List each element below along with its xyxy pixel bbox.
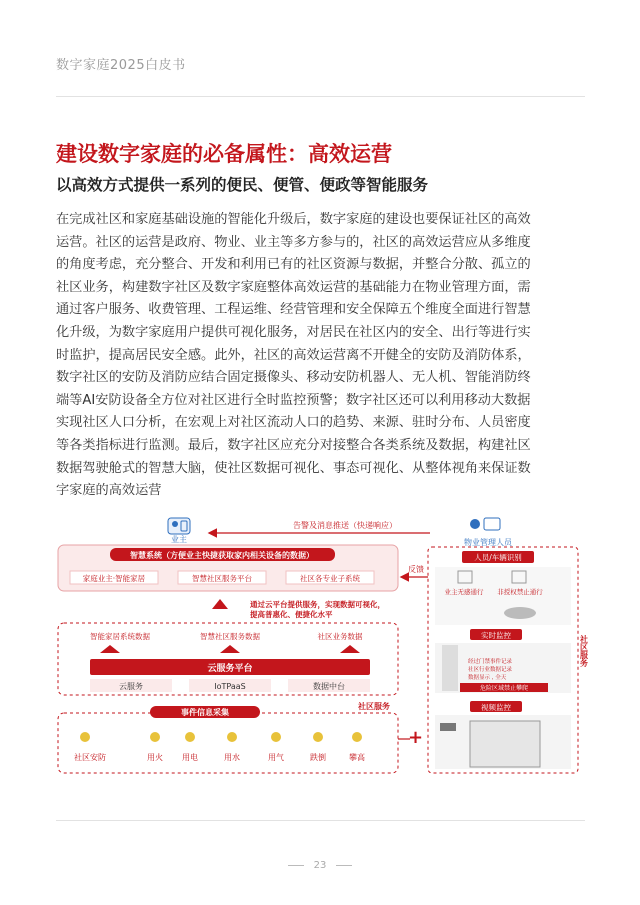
right-vertical-label: 社区服务 xyxy=(579,635,589,667)
up-arrow-icon xyxy=(100,645,120,653)
body-line: 通过客户服务、收费管理、工程运维、经营管理和安全保障五个维度全面进行智慧 xyxy=(56,302,531,318)
fall-icon xyxy=(313,732,323,742)
video-monitor-label: 视频监控 xyxy=(481,703,511,712)
body-line: 实现社区人口分析，在宏观上对社区流动人口的趋势、来源、驻时分布、人员密度 xyxy=(56,415,531,431)
water-icon xyxy=(227,732,237,742)
header-divider xyxy=(56,96,585,97)
realtime-monitor-label: 实时监控 xyxy=(481,631,511,640)
cloud-service-label: 数据中台 xyxy=(313,682,345,691)
section-title: 建设数字家庭的必备属性：高效运营 xyxy=(56,142,392,166)
people-vehicle-area xyxy=(435,567,571,625)
operations-diagram xyxy=(50,515,590,775)
body-line: 在完成社区和家庭基础设施的智能化升级后，数字家庭的建设也要保证社区的高效 xyxy=(56,212,531,227)
smart-module-label: 家庭业主·智能家居 xyxy=(82,574,146,583)
property-staff-icon xyxy=(470,518,500,530)
fire-icon xyxy=(150,732,160,742)
body-line: 运营。社区的运营是政府、物业、业主等多方参与的，社区的高效运营应从多维度 xyxy=(56,234,531,250)
up-arrow-icon xyxy=(212,599,228,609)
footer-divider xyxy=(56,820,585,821)
cloud-service-label: 云服务 xyxy=(119,682,143,691)
body-line: 数据驾驶舱式的智慧大脑，使社区数据可视化、事态可视化、从整体视角来保证数 xyxy=(56,460,531,476)
cloud-note-line2: 提高普惠化、便捷化水平 xyxy=(250,610,333,619)
security-icon xyxy=(80,732,90,742)
sensor-label: 用电 xyxy=(182,753,198,762)
danger-zone-label: 危险区域禁止攀爬 xyxy=(479,685,529,692)
monitor-note: 经过门禁事件记录 xyxy=(468,659,513,665)
building-icon xyxy=(470,721,540,767)
sensor-label: 用气 xyxy=(268,753,284,762)
feedback-label: 反馈 xyxy=(408,565,424,574)
owner-pass-label: 业主无感通行 xyxy=(444,588,484,596)
car-icon xyxy=(504,607,536,619)
data-label: 智慧社区服务数据 xyxy=(200,632,260,641)
community-service-label: 社区服务 xyxy=(358,702,390,711)
running-header: 数字家庭2025白皮书 xyxy=(56,58,186,73)
page-number-text: 23 xyxy=(313,860,327,871)
alarm-push-label: 告警及消息推送（快递响应） xyxy=(293,521,397,530)
electricity-icon xyxy=(185,732,195,742)
sensor-label: 攀高 xyxy=(349,753,365,762)
body-line: 端等AI安防设备全方位对社区进行全时监控预警；数字社区还可以利用移动大数据 xyxy=(56,392,531,408)
camera-icon xyxy=(440,723,456,731)
smart-module-label: 社区各专业子系统 xyxy=(300,574,360,583)
cloud-note-line1: 通过云平台提供服务，实现数据可视化， xyxy=(250,600,385,609)
building-icon xyxy=(442,645,458,691)
page-number-dash xyxy=(288,865,304,866)
property-staff-label: 物业管理人员 xyxy=(464,538,512,547)
body-line: 的角度考虑，充分整合、开发和利用已有的社区资源与数据，并整合分散、孤立的 xyxy=(56,257,531,273)
sensor-label: 跌倒 xyxy=(310,753,326,762)
data-label: 智能家居系统数据 xyxy=(90,632,150,641)
body-line: 字家庭的高效运营 xyxy=(56,483,162,499)
monitor-note: 数据显示 , 全天 xyxy=(468,675,507,681)
climb-icon xyxy=(352,732,362,742)
body-paragraph xyxy=(56,209,586,503)
cloud-platform-label: 云服务平台 xyxy=(207,664,253,674)
smart-module-label: 智慧社区服务平台 xyxy=(192,574,252,583)
illegal-stop-label: 非授权禁止通行 xyxy=(497,588,543,596)
gas-icon xyxy=(271,732,281,742)
smart-system-label: 智慧系统（方便业主快捷获取家内相关设备的数据） xyxy=(130,551,314,560)
sensor-label: 用水 xyxy=(224,753,240,762)
sensor-label: 用火 xyxy=(147,753,163,762)
body-line: 化升级，为数字家庭用户提供可视化服务，对居民在社区内的安全、出行等进行实 xyxy=(56,324,531,340)
section-subtitle: 以高效方式提供一系列的便民、便管、便政等智能服务 xyxy=(56,176,429,194)
page-number-dash xyxy=(336,865,352,866)
up-arrow-icon xyxy=(340,645,360,653)
event-collection-box xyxy=(58,713,398,773)
plus-icon: + xyxy=(408,727,424,748)
data-label: 社区业务数据 xyxy=(317,632,363,641)
cloud-service-label: IoTPaaS xyxy=(214,682,246,691)
up-arrow-icon xyxy=(220,645,240,653)
body-line: 数字社区的安防及消防应结合固定摄像头、移动安防机器人、无人机、智能消防终 xyxy=(56,370,531,386)
people-vehicle-label: 人员/车辆识别 xyxy=(474,553,522,562)
owner-icon xyxy=(168,518,190,534)
sensor-label: 社区安防 xyxy=(74,753,106,762)
event-collection-label: 事件信息采集 xyxy=(181,708,229,717)
owner-label: 业主 xyxy=(171,535,187,544)
sensor-icons xyxy=(80,732,362,742)
body-line: 社区业务，构建数字社区及数字家庭整体高效运营的基础能力在物业管理方面，需 xyxy=(56,279,531,295)
page-number xyxy=(0,860,640,871)
body-line: 时监护，提高居民安全感。此外，社区的高效运营离不开健全的安防及消防体系， xyxy=(56,347,531,363)
body-line: 等各类指标进行监测。最后，数字社区应充分对接整合各类系统及数据，构建社区 xyxy=(56,437,531,453)
monitor-note: 社区行业数据记录 xyxy=(468,667,513,673)
